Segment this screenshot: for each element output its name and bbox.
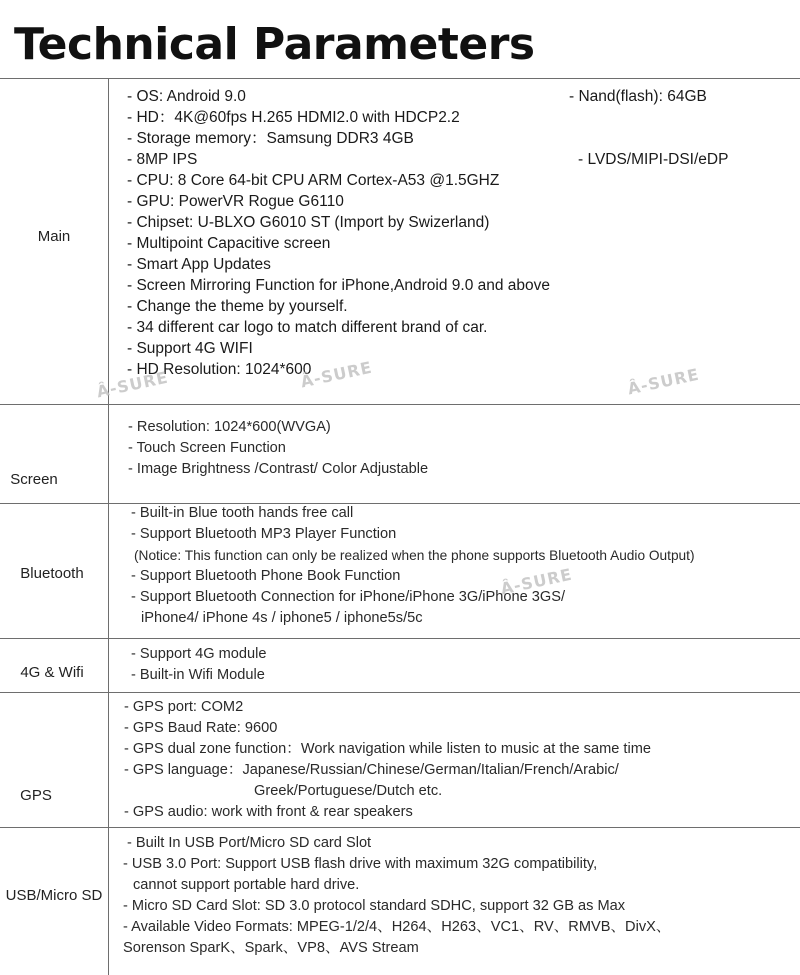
list-item: - Smart App Updates <box>127 256 271 273</box>
main-right-nand: - Nand(flash): 64GB <box>569 88 707 105</box>
list-item: - Support Bluetooth Phone Book Function <box>131 568 401 584</box>
list-item: - Image Brightness /Contrast/ Color Adjustable <box>128 461 429 477</box>
list-item: - GPU: PowerVR Rogue G6110 <box>127 193 344 210</box>
list-item: - USB 3.0 Port: Support USB flash drive with maximum 32G compatibility, <box>123 856 598 872</box>
list-item: - Chipset: U-BLXO G6010 ST (Import by Swizerland) <box>127 214 490 231</box>
list-item: - CPU: 8 Core 64-bit CPU ARM Cortex-A53 @1.5GHZ <box>127 172 500 189</box>
list-item: - Support Bluetooth Connection for iPhone/iPhone 3G/iPhone 3GS/ <box>131 589 566 605</box>
list-item: - GPS port: COM2 <box>124 699 244 715</box>
table-divider <box>0 404 800 405</box>
list-item: - GPS dual zone function：Work navigation while listen to music at the same time <box>124 741 651 757</box>
list-item: - Screen Mirroring Function for iPhone,Android 9.0 and above <box>127 277 551 294</box>
row-label-gps: GPS <box>20 787 52 804</box>
watermark-logo: Â-SURE <box>298 357 374 392</box>
usb-spec-list <box>123 833 670 959</box>
list-item: - GPS Baud Rate: 9600 <box>124 720 278 736</box>
table-divider <box>0 78 800 79</box>
list-item: - Built-in Blue tooth hands free call <box>131 505 354 521</box>
list-item: - Built In USB Port/Micro SD card Slot <box>127 835 372 851</box>
watermark-logo: Â-SURE <box>498 564 574 599</box>
watermark-logo: Â-SURE <box>625 364 701 399</box>
page-title: Technical Parameters <box>14 19 535 70</box>
list-item: - Resolution: 1024*600(WVGA) <box>128 419 331 435</box>
row-label-bluetooth: Bluetooth <box>20 565 84 582</box>
list-item: - OS: Android 9.0 <box>127 88 246 105</box>
list-item: - GPS audio: work with front & rear speakers <box>124 804 413 820</box>
table-divider <box>0 638 800 639</box>
list-item: - HD Resolution: 1024*600 <box>127 361 312 378</box>
list-item: iPhone4/ iPhone 4s / iphone5 / iphone5s/5c <box>141 610 423 626</box>
wifi-spec-list <box>131 644 266 686</box>
list-item: - Available Video Formats: MPEG-1/2/4、H264、H263、VC1、RV、RMVB、DivX、 <box>123 919 671 935</box>
list-item: - Touch Screen Function <box>128 440 286 456</box>
list-item: Sorenson SparK、Spark、VP8、AVS Stream <box>123 940 419 956</box>
list-item: (Notice: This function can only be realized when the phone supports Bluetooth Audio Output) <box>134 548 695 563</box>
list-item: - 34 different car logo to match different brand of car. <box>127 319 488 336</box>
list-item: - Support 4G WIFI <box>127 340 253 357</box>
table-divider <box>0 827 800 828</box>
list-item: - Built-in Wifi Module <box>131 667 265 683</box>
bluetooth-spec-list <box>131 503 695 629</box>
main-spec-list <box>127 86 550 380</box>
list-item: - 8MP IPS <box>127 151 198 168</box>
list-item: - HD：4K@60fps H.265 HDMI2.0 with HDCP2.2 <box>127 109 460 126</box>
row-label-screen: Screen <box>10 471 58 488</box>
gps-spec-list <box>124 697 651 823</box>
list-item: - Multipoint Capacitive screen <box>127 235 331 252</box>
list-item: Greek/Portuguese/Dutch etc. <box>254 783 443 799</box>
list-item: - Support 4G module <box>131 646 267 662</box>
list-item: - Micro SD Card Slot: SD 3.0 protocol standard SDHC, support 32 GB as Max <box>123 898 626 914</box>
list-item: cannot support portable hard drive. <box>133 877 360 893</box>
screen-spec-list <box>128 417 428 480</box>
table-column-divider <box>108 78 109 975</box>
table-divider <box>0 692 800 693</box>
row-label-main: Main <box>37 228 71 245</box>
list-item: - Support Bluetooth MP3 Player Function <box>131 526 397 542</box>
main-right-lvds: - LVDS/MIPI-DSI/eDP <box>578 151 729 168</box>
watermark-logo: Â-SURE <box>94 367 170 402</box>
row-label-usb-micro-sd: USB/Micro SD <box>5 887 103 904</box>
list-item: - GPS language：Japanese/Russian/Chinese/German/Italian/French/Arabic/ <box>124 762 619 778</box>
list-item: - Change the theme by yourself. <box>127 298 348 315</box>
row-label-4g-wifi: 4G & Wifi <box>20 664 84 681</box>
list-item: - Storage memory：Samsung DDR3 4GB <box>127 130 414 147</box>
